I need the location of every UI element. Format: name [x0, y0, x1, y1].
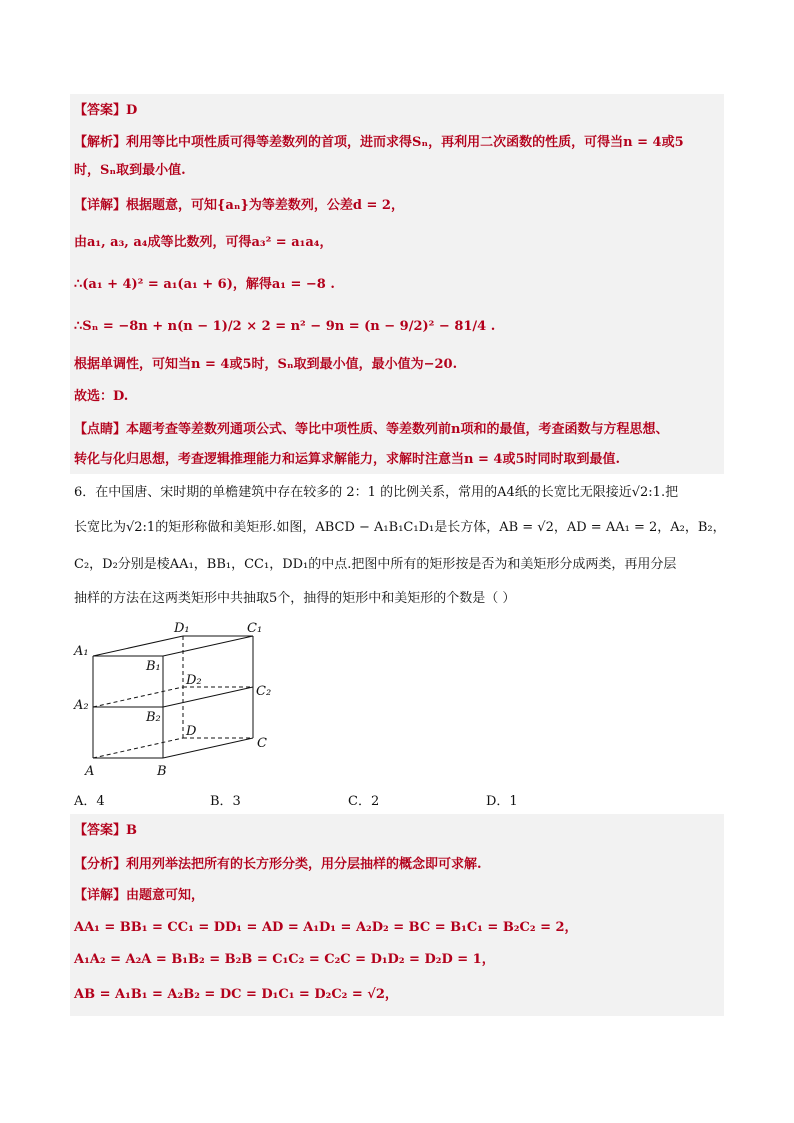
detail-6-line1: 【详解】由题意可知，	[74, 888, 205, 903]
detail-6-line4: AB = A₁B₁ = A₂B₂ = DC = D₁C₁ = D₂C₂ = √2，	[74, 987, 398, 1002]
answer-6: 【答案】B	[74, 823, 137, 838]
option-c: C．2	[348, 794, 380, 809]
edge-a1-d1	[93, 636, 183, 656]
answer-5: 【答案】D	[74, 103, 138, 118]
edge-b-c	[163, 738, 253, 758]
option-b: B．3	[210, 794, 241, 809]
option-d: D．1	[486, 794, 518, 809]
label-a1: A₁	[74, 644, 89, 659]
comment-5-line1: 【点睛】本题考查等差数列通项公式、等比中项性质、等差数列前n项和的最值，考查函数与方程思想、	[74, 422, 669, 437]
label-b: B	[157, 764, 167, 779]
cuboid-figure	[70, 618, 290, 783]
edge-b1-c1	[163, 636, 253, 656]
analysis-5-line1: 【解析】利用等比中项性质可得等差数列的首项，进而求得Sₙ，再利用二次函数的性质，可得当n = 4或5	[74, 135, 684, 150]
label-c1: C₁	[247, 621, 263, 636]
choice-5: 故选：D.	[74, 389, 129, 404]
analysis-6: 【分析】利用列举法把所有的长方形分类，用分层抽样的概念即可求解.	[74, 857, 482, 872]
label-d1: D₁	[174, 621, 190, 636]
detail-5-line1: 【详解】根据题意，可知{aₙ}为等差数列，公差d = 2，	[74, 198, 404, 213]
detail-6-line3: A₁A₂ = A₂A = B₁B₂ = B₂B = C₁C₂ = C₂C = D₁D₂ = D₂D = 1，	[74, 952, 495, 967]
question-6-line4: 抽样的方法在这两类矩形中共抽取5个，抽得的矩形中和美矩形的个数是（ ）	[74, 591, 516, 606]
hidden-edge-a-d	[93, 738, 183, 758]
comment-5-line2: 转化与化归思想，考查逻辑推理能力和运算求解能力，求解时注意当n = 4或5时同时取到最值.	[74, 452, 621, 467]
detail-5-line5: 根据单调性，可知当n = 4或5时，Sₙ取到最小值，最小值为−20.	[74, 357, 458, 372]
question-6-line1: 6．在中国唐、宋时期的单檐建筑中存在较多的 2：1 的比例关系，常用的A4纸的长宽比无限接近√2:1.把	[74, 485, 679, 500]
label-a2: A₂	[74, 698, 89, 713]
detail-5-line3: ∴(a₁ + 4)² = a₁(a₁ + 6)，解得a₁ = −8 .	[74, 277, 335, 292]
label-d: D	[186, 724, 197, 739]
edge-b2-c2	[163, 687, 253, 707]
question-6-line2: 长宽比为√2:1的矩形称做和美矩形.如图，ABCD − A₁B₁C₁D₁是长方体，AB = √2，AD = AA₁ = 2，A₂，B₂，	[74, 520, 726, 535]
detail-5-line4: ∴Sₙ = −8n + n(n − 1)/2 × 2 = n² − 9n = (n − 9/2)² − 81/4 .	[74, 319, 496, 334]
option-a: A．4	[74, 794, 105, 809]
label-d2: D₂	[186, 673, 202, 688]
label-b1: B₁	[146, 659, 161, 674]
question-6-line3: C₂，D₂分别是棱AA₁，BB₁，CC₁，DD₁的中点.把图中所有的矩形按是否为和美矩形分成两类，再用分层	[74, 557, 677, 572]
label-c2: C₂	[256, 684, 272, 699]
detail-6-line2: AA₁ = BB₁ = CC₁ = DD₁ = AD = A₁D₁ = A₂D₂ = BC = B₁C₁ = B₂C₂ = 2，	[74, 920, 578, 935]
detail-5-line2: 由a₁, a₃, a₄成等比数列，可得a₃² = a₁a₄，	[74, 235, 333, 250]
label-a: A	[85, 764, 95, 779]
label-c: C	[257, 736, 267, 751]
hidden-edge-a2-d2	[93, 687, 183, 707]
analysis-5-line2: 时，Sₙ取到最小值.	[74, 163, 186, 178]
label-b2: B₂	[146, 710, 161, 725]
